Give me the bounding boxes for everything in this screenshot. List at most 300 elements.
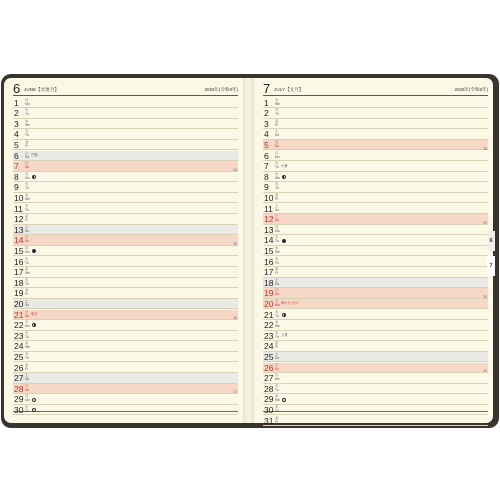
weekday-label (25, 364, 28, 372)
day-row[interactable] (263, 320, 488, 331)
day-row[interactable] (263, 363, 488, 374)
weekday-en: Sa (25, 377, 30, 382)
day-number: 19 (264, 288, 274, 299)
day-number: 2 (264, 108, 269, 119)
weekday-en: Mo (275, 228, 280, 233)
day-row[interactable] (13, 140, 238, 151)
weekday-label (275, 268, 278, 276)
weekday-en: Sa (25, 302, 30, 307)
week-number: 25 (233, 241, 237, 246)
weekday-label (275, 183, 279, 191)
weekday-en: Th (25, 281, 29, 286)
weekday-jp: 月 (275, 373, 279, 378)
day-number: 23 (264, 330, 274, 341)
weekday-label (25, 162, 29, 170)
weekday-en: Tu (275, 239, 279, 244)
weekday-label (275, 311, 279, 319)
day-row[interactable] (13, 390, 238, 405)
day-row[interactable] (13, 167, 238, 183)
day-row[interactable] (263, 394, 488, 405)
weekday-label (275, 300, 280, 308)
weekday-jp: 水 (25, 267, 29, 272)
day-number: 15 (14, 245, 24, 256)
weekday-jp: 月 (25, 97, 29, 102)
day-number: 26 (264, 362, 274, 373)
day-number: 11 (264, 203, 273, 214)
day-row[interactable] (263, 369, 488, 384)
weekday-jp: 火 (25, 256, 29, 261)
day-row[interactable] (263, 146, 488, 162)
left-month-header (13, 83, 238, 96)
day-row[interactable] (263, 341, 488, 352)
weekday-label (25, 99, 30, 107)
weekday-jp: 水 (275, 171, 279, 176)
day-row[interactable] (13, 108, 238, 119)
weekday-label (275, 395, 280, 403)
weekday-en: Mo (275, 302, 280, 307)
day-row[interactable] (13, 204, 238, 215)
day-row[interactable] (13, 129, 238, 140)
weekday-label (275, 364, 279, 372)
weekday-jp: 月 (25, 394, 29, 399)
day-number: 27 (14, 373, 24, 384)
weekday-en: Tu (25, 408, 29, 413)
day-note: 海の日 ほか (281, 301, 299, 306)
day-number: 1 (264, 97, 269, 108)
weekday-jp: 土 (25, 224, 29, 229)
weekday-en: Tu (275, 387, 279, 392)
day-row[interactable] (263, 294, 488, 310)
day-note: 夏至 (31, 312, 38, 316)
day-row[interactable] (263, 220, 488, 236)
day-number: 24 (14, 341, 24, 352)
year-label: 2026年(令和8年) (204, 87, 238, 92)
day-row[interactable] (263, 331, 488, 342)
weekday-en: Th (275, 260, 279, 265)
day-row[interactable] (263, 204, 488, 215)
day-row[interactable] (13, 405, 238, 416)
weekday-label (275, 152, 280, 160)
weekday-label (275, 417, 278, 425)
day-number: 17 (264, 267, 274, 278)
weekday-jp: 金 (275, 415, 279, 420)
day-row[interactable] (263, 193, 488, 204)
weekday-jp: 金 (25, 362, 29, 367)
weekday-jp: 火 (275, 309, 279, 314)
day-row[interactable] (263, 267, 488, 278)
day-row[interactable] (13, 299, 238, 310)
day-row[interactable] (263, 235, 488, 246)
weekday-jp: 日 (25, 309, 29, 314)
weekday-en: Mo (275, 154, 280, 159)
day-number: 23 (14, 330, 24, 341)
weekday-jp: 月 (25, 320, 29, 325)
weekday-jp: 金 (275, 193, 279, 198)
weekday-en: Sa (275, 355, 280, 360)
weekday-label (275, 130, 279, 138)
day-note: 芒種 (31, 153, 38, 157)
weekday-label (25, 311, 29, 319)
weekday-en: Th (275, 334, 279, 339)
day-number: 8 (264, 171, 269, 182)
weekday-label (275, 236, 279, 244)
weekday-jp: 水 (25, 118, 29, 123)
day-number: 14 (264, 235, 274, 246)
weekday-jp: 土 (25, 299, 29, 304)
weekday-label (275, 205, 279, 213)
day-number: 20 (14, 298, 24, 309)
day-number: 4 (264, 129, 269, 140)
day-row[interactable] (13, 278, 238, 289)
day-row[interactable] (13, 182, 238, 193)
day-number: 30 (14, 404, 24, 415)
day-row[interactable] (263, 98, 488, 109)
day-row[interactable] (13, 267, 238, 278)
weekday-en: Fr (25, 366, 29, 371)
weekday-label (25, 215, 28, 223)
weekday-en: Su (25, 165, 30, 170)
weekday-en: Th (275, 408, 279, 413)
weekday-label (25, 258, 29, 266)
day-number: 18 (14, 277, 24, 288)
weekday-jp: 土 (25, 150, 29, 155)
month-number: 6 (13, 81, 21, 96)
weekday-jp: 水 (275, 394, 279, 399)
weekday-en: Su (275, 366, 280, 371)
day-row[interactable] (263, 129, 488, 140)
weekday-en: Th (25, 133, 29, 138)
weekday-jp: 水 (275, 320, 279, 325)
weekday-label (275, 342, 278, 350)
weekday-en: Sa (25, 228, 30, 233)
weekday-label (275, 279, 279, 287)
weekday-jp: 木 (275, 182, 279, 187)
weekday-label (275, 406, 279, 414)
day-row[interactable] (13, 225, 238, 236)
day-note: 大暑 (281, 333, 288, 338)
weekday-jp: 日 (275, 140, 279, 145)
day-number: 5 (264, 139, 269, 150)
day-number: 10 (14, 192, 24, 203)
day-number: 7 (264, 161, 269, 172)
weekday-label (275, 385, 279, 393)
weekday-en: We (275, 249, 280, 254)
day-number: 13 (14, 224, 24, 235)
weekday-jp: 日 (275, 288, 279, 293)
weekday-label (275, 289, 279, 297)
weekday-jp: 金 (25, 288, 29, 293)
day-row[interactable] (13, 119, 238, 130)
weekday-label (25, 194, 30, 202)
weekday-en: Mo (25, 175, 30, 180)
day-number: 25 (264, 351, 274, 362)
weekday-jp: 水 (25, 341, 29, 346)
weekday-label (275, 226, 280, 234)
weekday-en: Mo (25, 101, 30, 106)
last-moon-icon (282, 175, 286, 179)
day-number: 7 (14, 161, 19, 172)
weekday-en: Sa (275, 133, 280, 138)
day-number: 8 (14, 171, 19, 182)
weekday-en: Sa (275, 281, 280, 286)
weekday-jp: 火 (25, 108, 29, 113)
day-row[interactable] (263, 416, 488, 427)
day-number: 13 (264, 224, 274, 235)
day-row[interactable] (13, 241, 238, 257)
full-moon-icon (32, 408, 36, 412)
weekday-en: Th (25, 355, 29, 360)
weekday-label (25, 152, 29, 160)
page-gutter (243, 78, 254, 423)
weekday-en: Tu (275, 313, 279, 318)
day-number: 28 (264, 383, 274, 394)
day-row[interactable] (263, 119, 488, 130)
weekday-jp: 土 (25, 373, 29, 378)
weekday-en: Su (275, 218, 280, 223)
weekday-label (25, 342, 30, 350)
weekday-label (25, 268, 30, 276)
day-number: 20 (264, 298, 274, 309)
day-number: 9 (14, 182, 19, 193)
weekday-label (25, 353, 29, 361)
day-row[interactable] (13, 363, 238, 374)
day-number: 12 (264, 214, 274, 225)
weekday-en: Fr (275, 196, 279, 201)
day-row[interactable] (263, 288, 488, 299)
weekday-en: Sa (25, 154, 30, 159)
day-number: 10 (264, 192, 274, 203)
week-number: 28 (483, 146, 487, 151)
week-number: 29 (483, 220, 487, 225)
weekday-jp: 木 (275, 405, 279, 410)
day-number: 2 (14, 108, 19, 119)
weekday-en: Fr (275, 271, 279, 276)
weekday-en: We (25, 196, 30, 201)
day-row[interactable] (13, 373, 238, 384)
day-number: 6 (264, 150, 269, 161)
day-row[interactable] (263, 257, 488, 268)
weekday-label (275, 173, 280, 181)
day-row[interactable] (263, 278, 488, 289)
weekday-en: Mo (25, 249, 30, 254)
day-row[interactable] (13, 310, 238, 321)
day-number: 22 (14, 320, 24, 331)
weekday-label (275, 109, 279, 117)
weekday-en: Fr (25, 218, 29, 223)
weekday-jp: 日 (25, 161, 29, 166)
day-number: 31 (264, 415, 274, 426)
day-number: 30 (264, 404, 274, 415)
weekday-jp: 日 (25, 235, 29, 240)
day-number: 24 (264, 341, 274, 352)
weekday-en: Fr (275, 122, 279, 127)
weekday-en: We (25, 271, 30, 276)
weekday-label (275, 162, 279, 170)
weekday-label (25, 183, 29, 191)
day-number: 16 (264, 256, 274, 267)
weekday-label (275, 321, 280, 329)
day-number: 9 (264, 182, 269, 193)
weekday-en: We (25, 345, 30, 350)
month-name: JUNE【水無月】 (24, 87, 60, 92)
weekday-jp: 月 (275, 224, 279, 229)
day-row[interactable] (13, 151, 238, 162)
weekday-jp: 月 (25, 246, 29, 251)
new-moon-icon (32, 249, 36, 253)
left-page-june (4, 78, 243, 423)
day-number: 29 (14, 394, 24, 405)
month-tab-july[interactable]: 7 (487, 256, 495, 276)
weekday-label (275, 215, 279, 223)
day-row[interactable] (13, 384, 238, 395)
day-row[interactable] (263, 172, 488, 183)
weekday-jp: 火 (25, 405, 29, 410)
weekday-jp: 日 (25, 383, 29, 388)
weekday-label (25, 385, 29, 393)
weekday-jp: 月 (25, 171, 29, 176)
weekday-label (25, 247, 30, 255)
day-row[interactable] (263, 108, 488, 119)
day-row[interactable] (263, 246, 488, 257)
month-name: JULY【文月】 (274, 87, 304, 92)
day-row[interactable] (13, 257, 238, 268)
week-number: 30 (483, 294, 487, 299)
weekday-en: We (275, 175, 280, 180)
day-row[interactable] (13, 235, 238, 246)
weekday-label (275, 353, 279, 361)
day-row[interactable] (13, 214, 238, 225)
weekday-jp: 木 (25, 129, 29, 134)
weekday-jp: 水 (275, 246, 279, 251)
day-number: 25 (14, 351, 24, 362)
weekday-en: Su (25, 387, 30, 392)
day-number: 11 (14, 203, 23, 214)
day-row[interactable] (13, 98, 238, 109)
year-label: 2026年(令和8年) (454, 87, 488, 92)
weekday-jp: 木 (275, 330, 279, 335)
weekday-en: Tu (25, 186, 29, 191)
weekday-en: We (275, 324, 280, 329)
weekday-label (275, 120, 278, 128)
weekday-label (25, 321, 30, 329)
weekday-jp: 金 (25, 214, 29, 219)
weekday-label (25, 332, 29, 340)
weekday-en: Su (275, 143, 280, 148)
day-number: 12 (14, 214, 24, 225)
weekday-en: Mo (25, 398, 30, 403)
weekday-label (25, 205, 29, 213)
week-number: 24 (233, 167, 237, 172)
day-number: 1 (14, 97, 19, 108)
weekday-en: We (25, 122, 30, 127)
day-number: 16 (14, 256, 24, 267)
weekday-label (25, 141, 28, 149)
day-number: 21 (14, 309, 24, 320)
day-number: 26 (14, 362, 24, 373)
weekday-en: Tu (275, 165, 279, 170)
day-note: 小暑 (281, 163, 288, 168)
weekday-en: Th (25, 207, 29, 212)
day-row[interactable] (263, 405, 488, 416)
day-row[interactable] (13, 288, 238, 299)
weekday-jp: 土 (275, 203, 279, 208)
weekday-en: Fr (25, 143, 29, 148)
day-row[interactable] (13, 161, 238, 172)
weekday-label (275, 99, 280, 107)
weekday-en: Mo (25, 324, 30, 329)
weekday-label (275, 141, 279, 149)
weekday-en: Fr (25, 292, 29, 297)
month-tab-june[interactable]: 6 (487, 231, 495, 251)
day-row[interactable] (263, 384, 488, 395)
weekday-label (25, 374, 29, 382)
weekday-label (25, 289, 28, 297)
weekday-jp: 火 (275, 383, 279, 388)
weekday-en: Su (25, 313, 30, 318)
day-number: 4 (14, 129, 19, 140)
weekday-jp: 金 (25, 140, 29, 145)
weekday-label (25, 279, 29, 287)
day-number: 15 (264, 245, 274, 256)
month-number: 7 (263, 81, 271, 96)
weekday-en: Tu (25, 112, 29, 117)
weekday-en: Su (275, 292, 280, 297)
weekday-jp: 火 (275, 235, 279, 240)
day-row[interactable] (13, 193, 238, 204)
day-row[interactable] (263, 140, 488, 151)
full-moon-icon (32, 398, 36, 402)
weekday-jp: 月 (275, 299, 279, 304)
day-number: 19 (14, 288, 24, 299)
weekday-label (275, 194, 278, 202)
day-row[interactable] (263, 214, 488, 225)
weekday-label (275, 374, 280, 382)
day-row[interactable] (263, 182, 488, 193)
weekday-jp: 火 (25, 182, 29, 187)
weekday-jp: 日 (275, 214, 279, 219)
day-row[interactable] (263, 352, 488, 363)
weekday-en: Su (25, 239, 30, 244)
weekday-en: We (275, 101, 280, 106)
day-row[interactable] (13, 352, 238, 363)
weekday-jp: 土 (275, 352, 279, 357)
day-number: 14 (14, 235, 24, 246)
weekday-label (25, 300, 29, 308)
day-number: 3 (264, 118, 269, 129)
day-row[interactable] (13, 341, 238, 352)
day-number: 28 (14, 383, 24, 394)
weekday-label (275, 332, 279, 340)
day-row[interactable] (263, 161, 488, 172)
week-number: 27 (233, 390, 237, 395)
weekday-en: Sa (275, 207, 280, 212)
weekday-jp: 木 (275, 256, 279, 261)
weekday-en: Fr (275, 419, 279, 424)
right-page-july (254, 78, 493, 426)
weekday-label (25, 130, 29, 138)
weekday-en: We (275, 398, 280, 403)
weekday-en: Th (275, 186, 279, 191)
weekday-label (275, 247, 280, 255)
weekday-en: Fr (275, 345, 279, 350)
weekday-en: Tu (25, 260, 29, 265)
weekday-label (25, 406, 29, 414)
day-row[interactable] (13, 331, 238, 342)
weekday-jp: 土 (275, 129, 279, 134)
day-row[interactable] (263, 310, 488, 321)
day-row[interactable] (13, 316, 238, 331)
day-number: 27 (264, 373, 274, 384)
